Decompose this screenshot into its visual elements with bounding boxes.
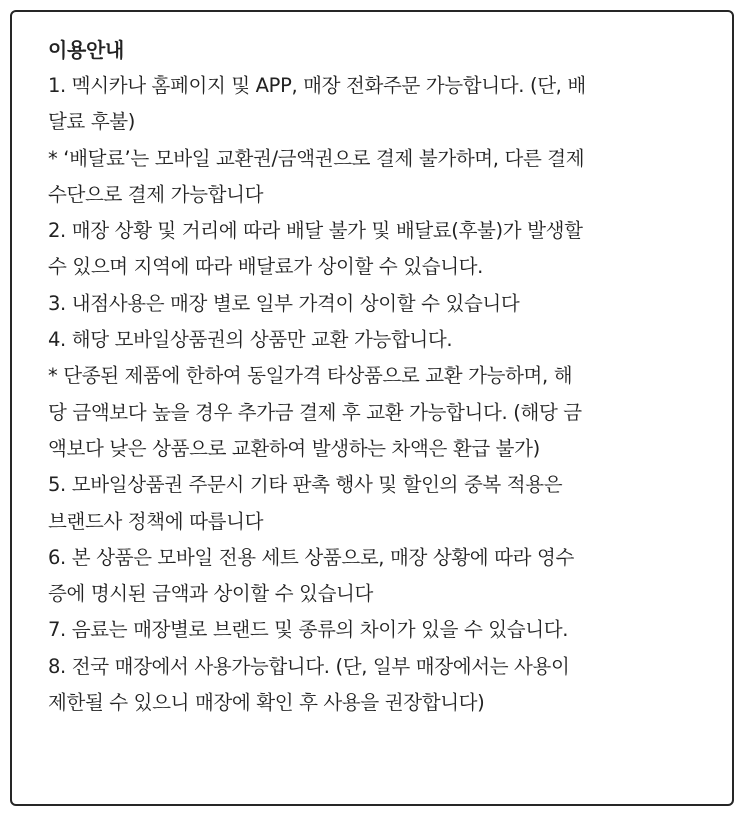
notice-line: 당 금액보다 높을 경우 추가금 결제 후 교환 가능합니다. (해당 금 [48,400,582,424]
notice-line: 수 있으며 지역에 따라 배달료가 상이할 수 있습니다. [48,255,484,279]
notice-line: 2. 매장 상황 및 거리에 따라 배달 불가 및 배달료(후불)가 발생할 [48,219,583,243]
notice-line: 수단으로 결제 가능합니다 [48,182,264,206]
notice-line: 4. 해당 모바일상품권의 상품만 교환 가능합니다. [48,328,453,352]
notice-line: 8. 전국 매장에서 사용가능합니다. (단, 일부 매장에서는 사용이 [48,654,570,678]
notice-line: 액보다 낮은 상품으로 교환하여 발생하는 차액은 환급 불가) [48,436,540,460]
notice-line: 달료 후불) [48,110,136,134]
usage-notice-content [48,32,712,721]
notice-line: 5. 모바일상품권 주문시 기타 판촉 행사 및 할인의 중복 적용은 [48,473,563,497]
usage-notice-box [10,10,734,806]
notice-line: 3. 내점사용은 매장 별로 일부 가격이 상이할 수 있습니다 [48,291,520,315]
notice-line: 6. 본 상품은 모바일 전용 세트 상품으로, 매장 상황에 따라 영수 [48,545,574,569]
notice-line: * 단종된 제품에 한하여 동일가격 타상품으로 교환 가능하며, 해 [48,364,573,388]
notice-line: * ‘배달료’는 모바일 교환권/금액권으로 결제 불가하며, 다른 결제 [48,146,585,170]
notice-line: 7. 음료는 매장별로 브랜드 및 종류의 차이가 있을 수 있습니다. [48,618,569,642]
notice-line: 브랜드사 정책에 따릅니다 [48,509,264,533]
notice-line: 증에 명시된 금액과 상이할 수 있습니다 [48,582,374,606]
notice-title: 이용안내 [48,38,125,62]
notice-line: 제한될 수 있으니 매장에 확인 후 사용을 권장합니다) [48,691,485,715]
notice-line: 1. 멕시카나 홈페이지 및 APP, 매장 전화주문 가능합니다. (단, 배 [48,74,586,97]
